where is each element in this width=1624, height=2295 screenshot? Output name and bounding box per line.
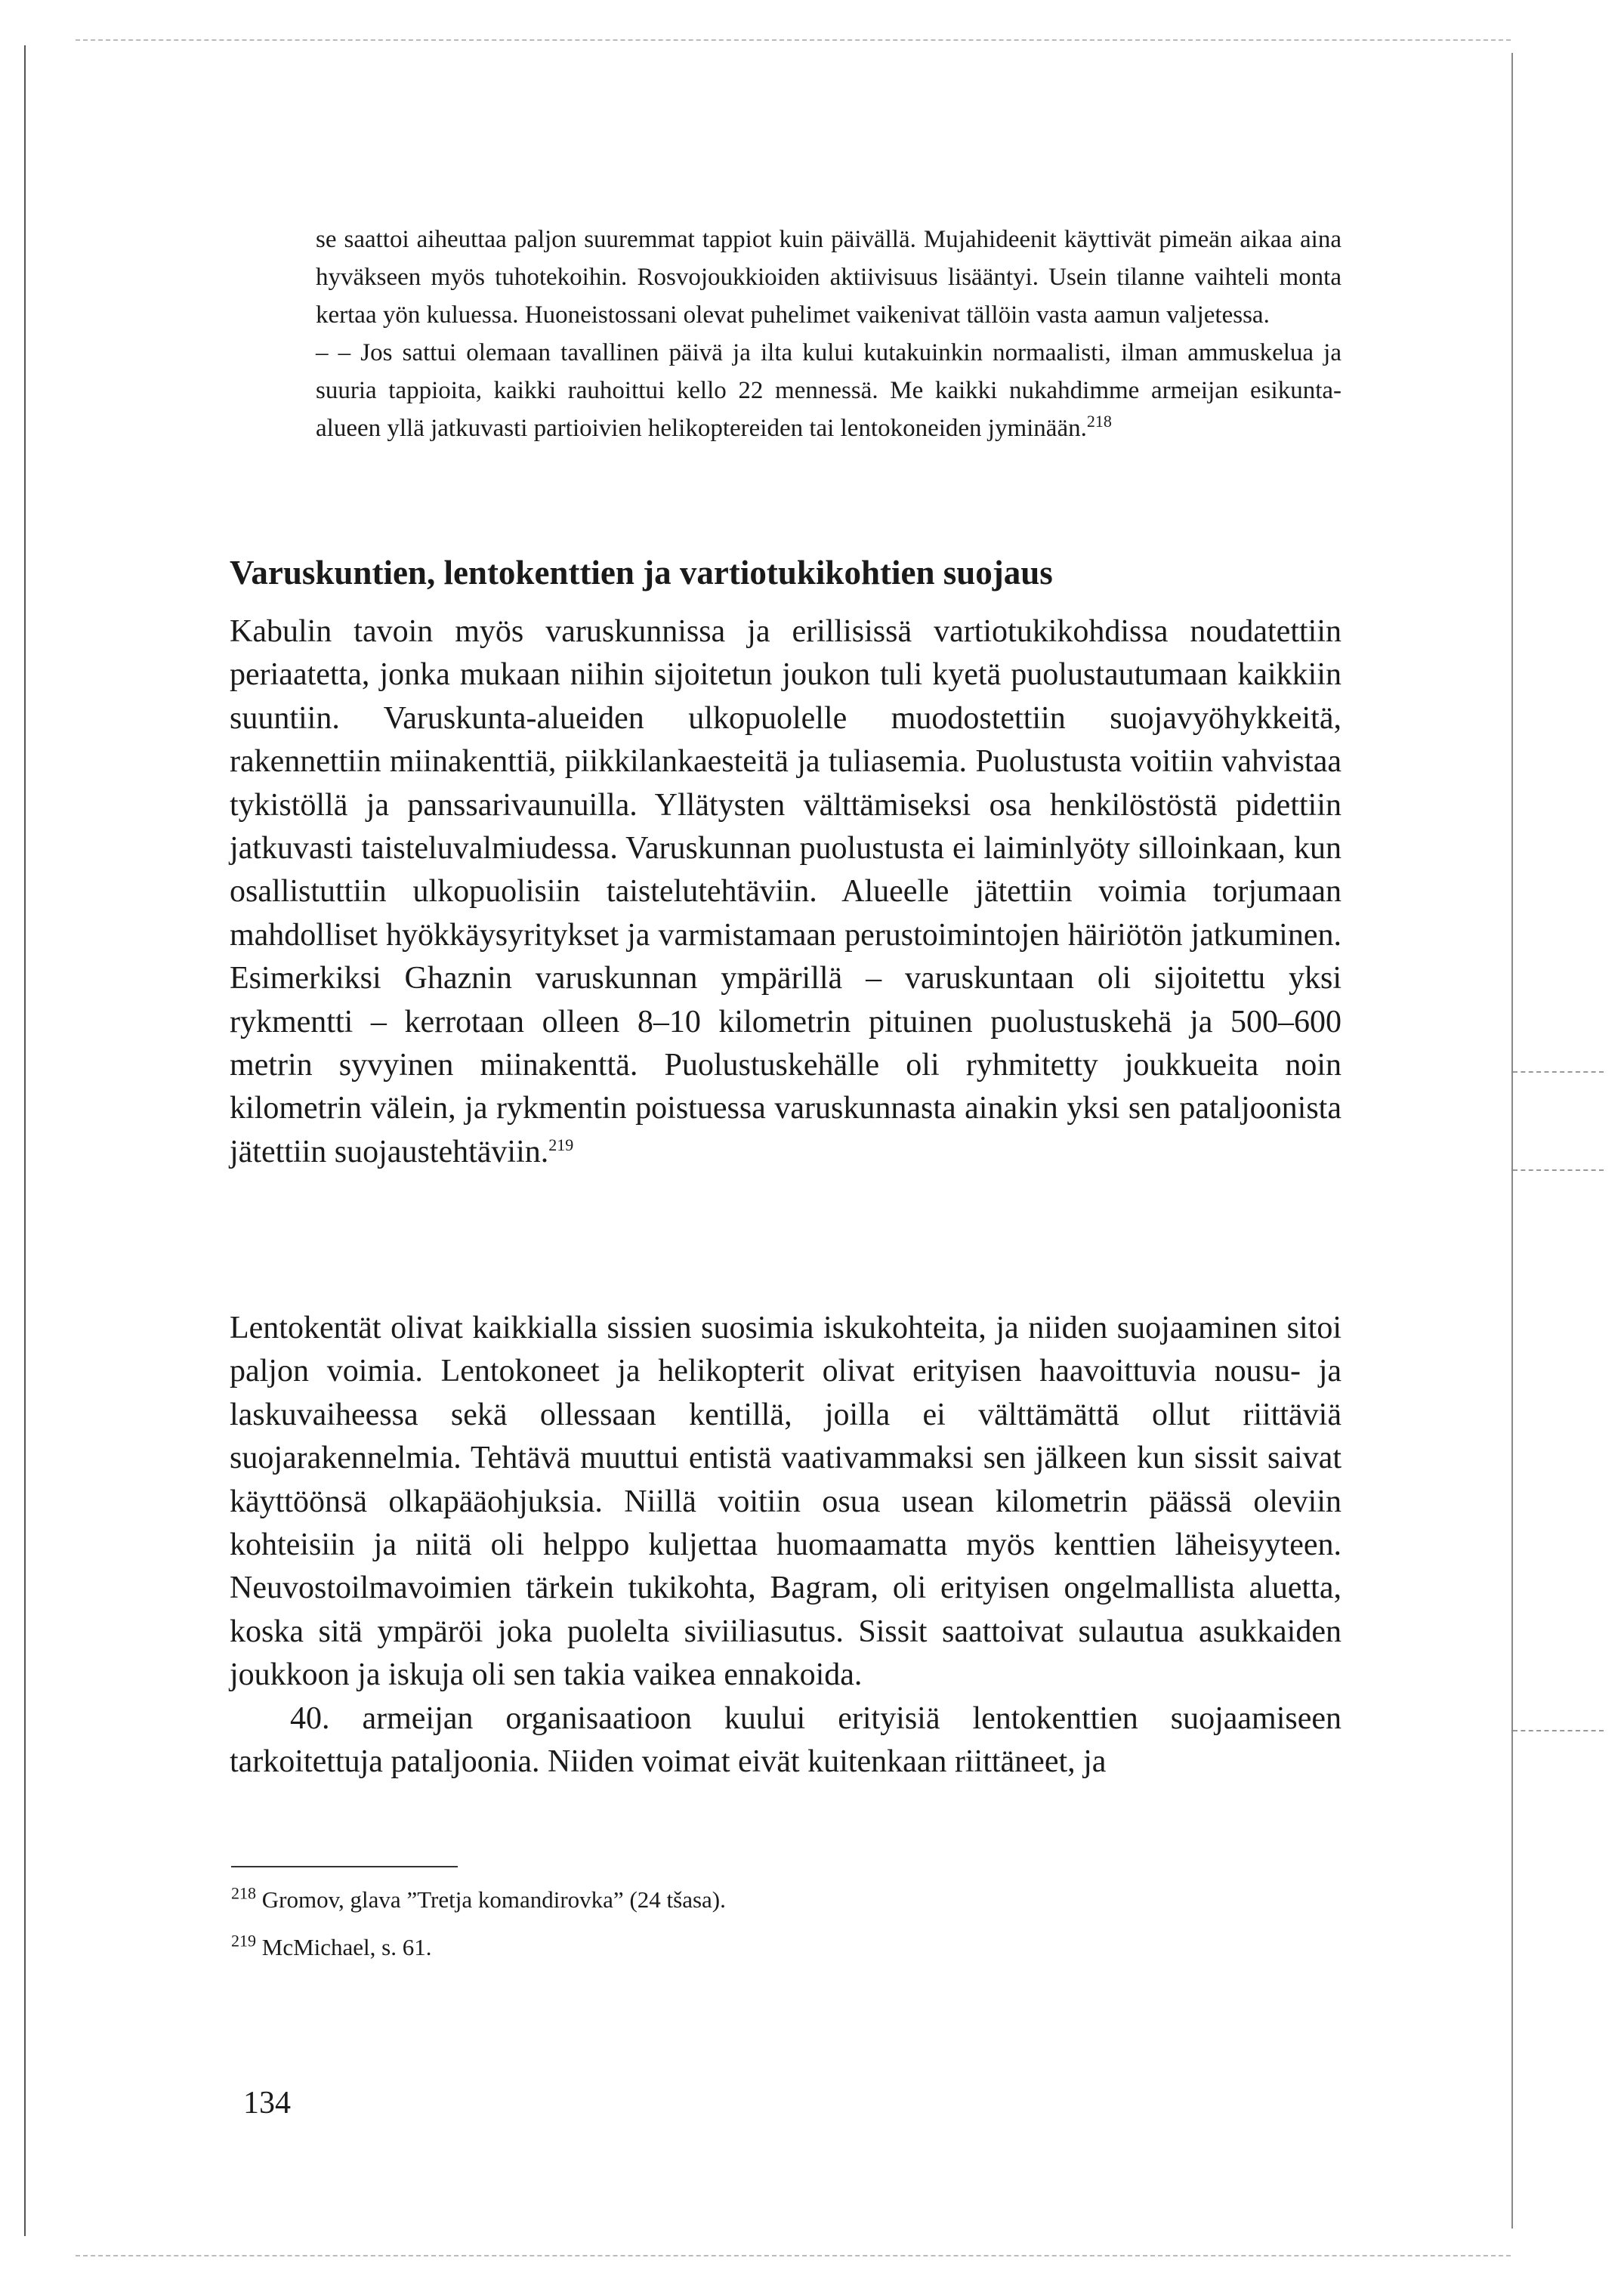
margin-mark [1513,1071,1604,1073]
block-quote [316,221,1341,447]
footnote-text: Gromov, glava ”Tretja komandirovka” (24 tšasa). [261,1886,726,1913]
scan-edge-left [24,45,26,2236]
quote-paragraph-text: – – Jos sattui olemaan tavallinen päivä ja ilta kului kutakuinkin normaalisti, ilman ammuskelua ja suuria tappioita, kaikki rauhoittui kello 22 mennessä. Me kaikki nukahdimme armeijan esikunta-alueen yllä jatkuvasti partioivien helikoptereiden tai lentokoneiden jyminään. [316,339,1341,442]
footnote [231,1930,1289,1964]
page-number: 134 [243,2086,291,2120]
footnotes [231,1883,1289,1978]
body-paragraph-text: Kabulin tavoin myös varuskunnissa ja erillisissä vartiotukikohdissa noudatettiin periaatetta, jonka mukaan niihin sijoitetun joukon tuli kyetä puolustautumaan kaikkiin suuntiin. Varuskunta-alueiden ulkopuolelle muodostettiin suojavyöhykkeitä, rakennettiin miinakenttiä, piikkilankaesteitä ja tuliasemia. Puolustusta voitiin vahvistaa tykistöllä ja panssarivaunuilla. Yllätysten välttämiseksi osa henkilöstöstä pidettiin jatkuvasti taisteluvalmiudessa. Varuskunnan puolustusta ei laiminlyöty silloinkaan, kun osallistuttiin ulkopuolisiin taistelutehtäviin. Alueelle jätettiin voimia torjumaan mahdolliset hyökkäysyritykset ja varmistamaan perustoimintojen häiriötön jatkuminen. Esimerkiksi Ghaznin varuskunnan ympärillä – varuskuntaan oli sijoitettu yksi rykmentti – kerrotaan olleen 8–10 kilometrin pituinen puolustuskehä ja 500–600 metrin syvyinen miinakenttä. Puolustuskehälle oli ryhmitetty joukkueita noin kilometrin välein, ja rykmentin poistuessa varuskunnasta ainakin yksi sen pataljoonista jätettiin suojaustehtäviin. [230,614,1341,1169]
body-paragraph: Lentokentät olivat kaikkialla sissien suosimia iskukohteita, ja niiden suojaaminen sitoi paljon voimia. Lentokoneet ja helikopterit olivat erityisen haavoittuvia nousu- ja laskuvaiheessa sekä ollessaan kentillä, joilla ei välttämättä ollut riittäviä suojarakennelmia. Tehtävä muuttui entistä vaativammaksi sen jälkeen kun sissit saivat käyttöönsä olkapääohjuksia. Niillä voitiin osua usean kilometrin päässä oleviin kohteisiin ja niitä oli helppo kuljettaa huomaamatta myös kenttien läheisyyteen. Neuvostoilmavoimien tärkein tukikohta, Bagram, oli erityisen ongelmallista aluetta, koska sitä ympäröi joka puolelta siviiliasutus. Sissit saattoivat sulautua asukkaiden joukkoon ja iskuja oli sen takia vaikea ennakoida. [230,1311,1341,1693]
body-paragraph: 40. armeijan organisaatioon kuului erityisiä lentokenttien suojaamiseen tarkoitettuja pataljoonia. Niiden voimat eivät kuitenkaan riittäneet, ja [230,1700,1341,1780]
body-section-airfields [230,1307,1341,1784]
section-heading: Varuskuntien, lentokenttien ja vartiotukikohtien suojaus [230,554,1053,592]
footnote-number: 218 [231,1883,256,1903]
margin-mark [1513,1169,1604,1171]
scan-edge-bottom [76,2255,1511,2256]
quote-paragraph: se saattoi aiheuttaa paljon suuremmat tappiot kuin päivällä. Mujahideenit käyttivät pimeän aikaa aina hyväkseen myös tuhotekoihin. Rosvojoukkioiden aktiivisuus lisääntyi. Usein tilanne vaihteli monta kertaa yön kuluessa. Huoneistossani olevat puhelimet vaikenivat tällöin vasta aamun valjetessa. [316,226,1341,329]
footnote-text: McMichael, s. 61. [261,1934,432,1960]
footnote-ref: 219 [548,1135,574,1154]
footnote-rule [231,1866,458,1867]
footnote [231,1883,1289,1917]
body-paragraph [230,610,1341,1174]
footnote-ref: 218 [1086,412,1112,431]
body-section-garrisons [230,610,1341,1174]
scan-edge-right [1511,53,1513,2229]
quote-paragraph [316,334,1341,447]
scan-edge-top [76,39,1511,41]
footnote-number: 219 [231,1931,256,1951]
margin-mark [1513,1730,1604,1731]
